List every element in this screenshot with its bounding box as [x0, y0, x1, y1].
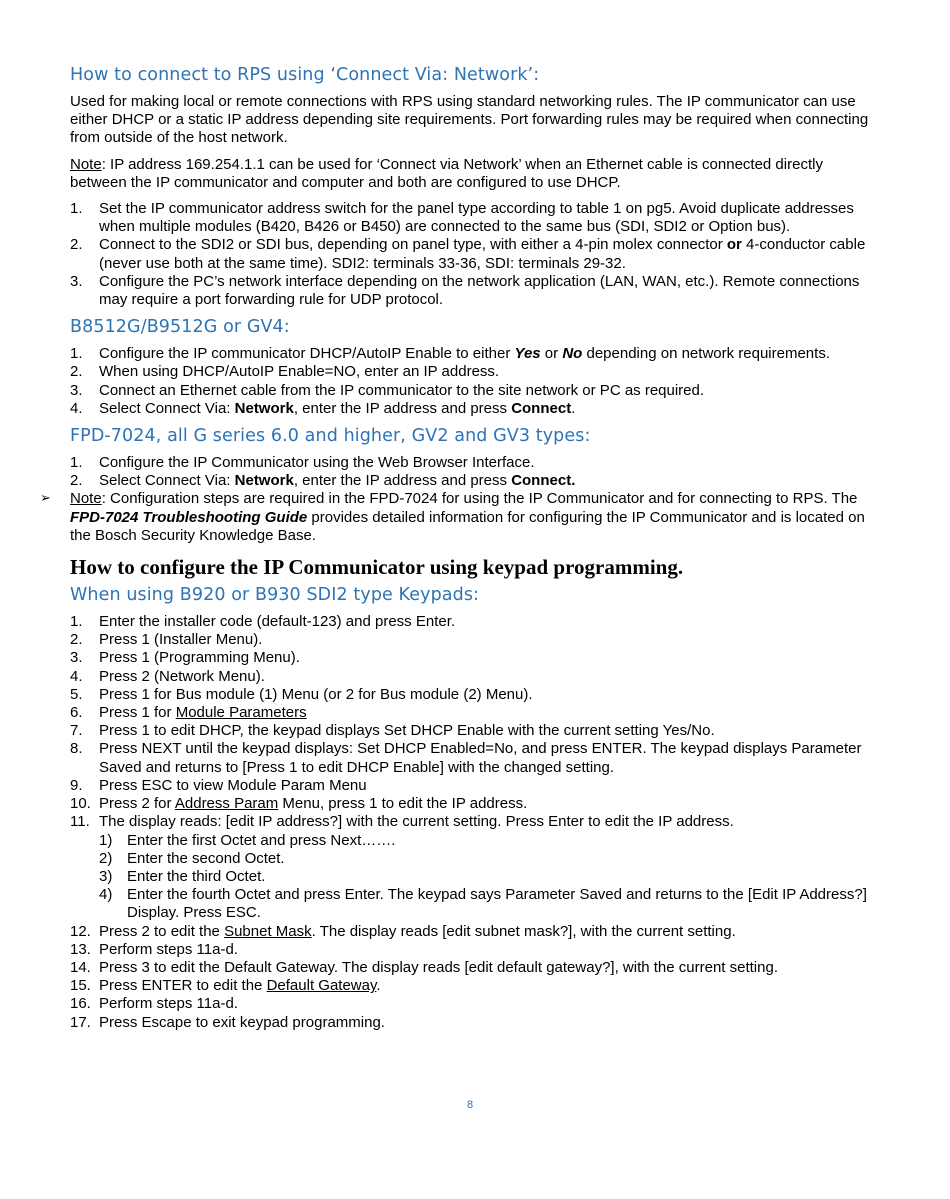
list-item-text: Press ENTER to edit the — [99, 977, 267, 995]
note-label: Note — [70, 490, 102, 508]
section-heading-fpd7024: FPD-7024, all G series 6.0 and higher, GV2 and GV3 types: — [70, 426, 591, 447]
underlined-text: Subnet Mask — [224, 922, 312, 940]
list-item-text: . — [571, 399, 576, 417]
list-number: 1. — [70, 345, 83, 363]
sub-list-item — [99, 832, 870, 850]
list-number: 12. — [70, 922, 91, 940]
list-item — [70, 977, 870, 995]
list-item — [70, 941, 870, 959]
underlined-text: Address Param — [174, 795, 279, 813]
list-item-text: The display reads: [edit IP address?] with the current setting. Press Enter to edit the IP address. — [99, 813, 734, 831]
list-item-text: Enter the third Octet. — [127, 867, 266, 885]
list-item-text: Enter the installer code (default-123) and press Enter. — [99, 613, 456, 631]
list-item — [70, 722, 870, 740]
list-item-text: Configure the IP Communicator using the Web Browser Interface. — [99, 454, 535, 472]
list-item — [70, 777, 870, 795]
sub-list-number: 1) — [99, 831, 113, 849]
note-text: : Configuration steps are required in the FPD-7024 for using the IP Communicator and for connecting to RPS. The — [101, 490, 858, 508]
list-item-text: Enter the fourth Octet and press Enter. The keypad says Parameter Saved and returns to the [Edit IP Address?] Display. Press ESC. — [127, 886, 867, 922]
bold-italic-text: No — [562, 345, 583, 363]
list-item — [70, 813, 870, 922]
list-item-text: Press NEXT until the keypad displays: Set DHCP Enabled=No, and press ENTER. The keypad displays Parameter Saved and returns to [Press 1 to edit DHCP Enable] with the changed setting. — [99, 740, 862, 776]
note-text: : IP address 169.254.1.1 can be used for ‘Connect via Network’ when an Ethernet cable is connected directly between the IP communicator and computer and both are configured to use DHCP. — [70, 155, 823, 191]
list-item-text: Press ESC to view Module Param Menu — [99, 776, 367, 794]
note-text: provides detailed information for configuring the IP Communicator and is located on the Bosch Security Knowledge Base. — [70, 508, 865, 544]
list-number: 1. — [70, 454, 83, 472]
list-item — [70, 923, 870, 941]
sub-list-number: 4) — [99, 886, 113, 904]
document-page — [40, 63, 870, 1038]
list-item — [70, 613, 870, 631]
list-item-text: or — [540, 345, 563, 363]
list-item-text: Press 1 (Installer Menu). — [99, 631, 263, 649]
list-item-text: depending on network requirements. — [582, 345, 830, 363]
list-item — [70, 382, 870, 400]
underlined-text: Module Parameters — [175, 704, 307, 722]
list-item-text: Press 2 for — [99, 795, 175, 813]
list-number: 9. — [70, 776, 83, 794]
section-heading-keypads: When using B920 or B930 SDI2 type Keypads: — [70, 585, 480, 606]
list-item — [70, 649, 870, 667]
list-item-text: Enter the first Octet and press Next……. — [127, 831, 396, 849]
sub-list-item — [99, 868, 870, 886]
list-item — [70, 273, 870, 309]
list-item — [70, 959, 870, 977]
list-number: 4. — [70, 399, 83, 417]
list-number: 15. — [70, 977, 91, 995]
note-label: Note — [70, 155, 102, 173]
sub-list-item — [99, 850, 870, 868]
list-item-text: Configure the PC’s network interface depending on the network application (LAN, WAN, etc.). Remote connections may require a port forwarding rule for UDP protocol. — [99, 272, 860, 309]
list-item-text: 4-conductor cable (never use both at the same time). SDI2: terminals 33-36, SDI: terminals 29-32. — [99, 236, 866, 272]
list-item-text: Select Connect Via: — [99, 472, 235, 490]
list-item-text: Press 1 to edit DHCP, the keypad displays Set DHCP Enable with the current setting Yes/No. — [99, 722, 715, 740]
keypad-programming-title: How to configure the IP Communicator using keypad programming. — [70, 555, 684, 580]
list-item-text: Connect an Ethernet cable from the IP communicator to the site network or PC as required. — [99, 381, 705, 399]
fpd7024-note — [40, 490, 870, 545]
list-item — [70, 454, 870, 472]
intro-paragraph: Used for making local or remote connections with RPS using standard networking rules. The IP communicator can use either DHCP or a static IP address depending site requirements. Port forwarding rules may be required when connecting from outside of the host network. — [70, 93, 869, 147]
list-item-text: Menu, press 1 to edit the IP address. — [278, 795, 528, 813]
list-item — [70, 236, 870, 272]
list-item — [70, 740, 870, 776]
bold-text: Connect — [511, 399, 572, 417]
octet-substeps-list — [99, 832, 870, 923]
list-item-text: Select Connect Via: — [99, 399, 235, 417]
sub-list-number: 3) — [99, 867, 113, 885]
list-item-text: Press 2 (Network Menu). — [99, 667, 265, 685]
underlined-text: Default Gateway — [266, 977, 377, 995]
section-heading-b8512g: B8512G/B9512G or GV4: — [70, 317, 290, 338]
list-item-text: Press 2 to edit the — [99, 922, 225, 940]
list-number: 13. — [70, 940, 91, 958]
list-item-text: Perform steps 11a-d. — [99, 995, 238, 1013]
page-number: 8 — [466, 1099, 474, 1111]
list-item — [70, 200, 870, 236]
list-number: 1. — [70, 613, 83, 631]
list-number: 2. — [70, 631, 83, 649]
note-paragraph — [70, 156, 870, 192]
list-item-text: . The display reads [edit subnet mask?], with the current setting. — [311, 922, 736, 940]
list-item — [70, 704, 870, 722]
list-item-text: Press 1 (Programming Menu). — [99, 649, 300, 667]
list-item — [70, 363, 870, 381]
arrow-bullet-icon: ➢ — [40, 491, 51, 507]
list-number: 14. — [70, 958, 91, 976]
list-number: 2. — [70, 363, 83, 381]
connect-steps-list — [70, 200, 870, 309]
list-item-text: Connect to the SDI2 or SDI bus, depending on panel type, with either a 4-pin molex connector — [99, 236, 727, 254]
list-item — [70, 795, 870, 813]
list-item-text: Perform steps 11a-d. — [99, 940, 238, 958]
bold-text: Network — [234, 399, 294, 417]
list-number: 2. — [70, 472, 83, 490]
list-number: 3. — [70, 272, 83, 290]
list-number: 8. — [70, 740, 83, 758]
list-number: 4. — [70, 667, 83, 685]
list-item — [70, 345, 870, 363]
list-item — [70, 400, 870, 418]
bold-text: Connect. — [511, 472, 576, 490]
list-item-text: When using DHCP/AutoIP Enable=NO, enter an IP address. — [99, 363, 500, 381]
list-number: 2. — [70, 236, 83, 254]
list-item-text: , enter the IP address and press — [293, 399, 512, 417]
list-item-text: Enter the second Octet. — [127, 849, 285, 867]
list-item-text: Press 1 for — [99, 704, 176, 722]
list-number: 10. — [70, 795, 91, 813]
list-number: 7. — [70, 722, 83, 740]
list-item-text: . — [376, 977, 381, 995]
bold-text: or — [726, 236, 742, 254]
list-number: 16. — [70, 995, 91, 1013]
list-number: 3. — [70, 381, 83, 399]
list-item — [70, 995, 870, 1013]
list-item-text: Press 3 to edit the Default Gateway. The display reads [edit default gateway?], with the current setting. — [99, 958, 778, 976]
list-item-text: Set the IP communicator address switch for the panel type according to table 1 on pg5. Avoid duplicate addresses when multiple modules (B420, B426 or B450) are connected to the same bus (SDI, SDI2 or Option bus). — [99, 200, 854, 236]
b8512g-steps-list — [70, 345, 870, 418]
list-item — [70, 631, 870, 649]
list-item-text: Configure the IP communicator DHCP/AutoIP Enable to either — [99, 345, 515, 363]
list-item — [70, 668, 870, 686]
list-item — [70, 686, 870, 704]
list-item — [70, 1014, 870, 1032]
fpd7024-steps-list — [70, 454, 870, 490]
list-number: 17. — [70, 1013, 91, 1031]
bold-italic-text: Yes — [514, 345, 541, 363]
sub-list-item — [99, 886, 870, 922]
list-number: 1. — [70, 200, 83, 218]
list-number: 5. — [70, 685, 83, 703]
list-number: 11. — [70, 813, 90, 831]
sub-list-number: 2) — [99, 849, 113, 867]
list-item-text: , enter the IP address and press — [293, 472, 512, 490]
section-heading-connect-network: How to connect to RPS using ‘Connect Via: Network’: — [70, 65, 540, 85]
list-number: 6. — [70, 704, 83, 722]
list-item-text: Press 1 for Bus module (1) Menu (or 2 for Bus module (2) Menu). — [99, 685, 533, 703]
list-number: 3. — [70, 649, 83, 667]
list-item — [70, 472, 870, 490]
keypad-steps-list — [70, 613, 870, 1032]
bold-text: Network — [234, 472, 294, 490]
guide-title: FPD-7024 Troubleshooting Guide — [70, 508, 308, 526]
list-item-text: Press Escape to exit keypad programming. — [99, 1013, 385, 1031]
